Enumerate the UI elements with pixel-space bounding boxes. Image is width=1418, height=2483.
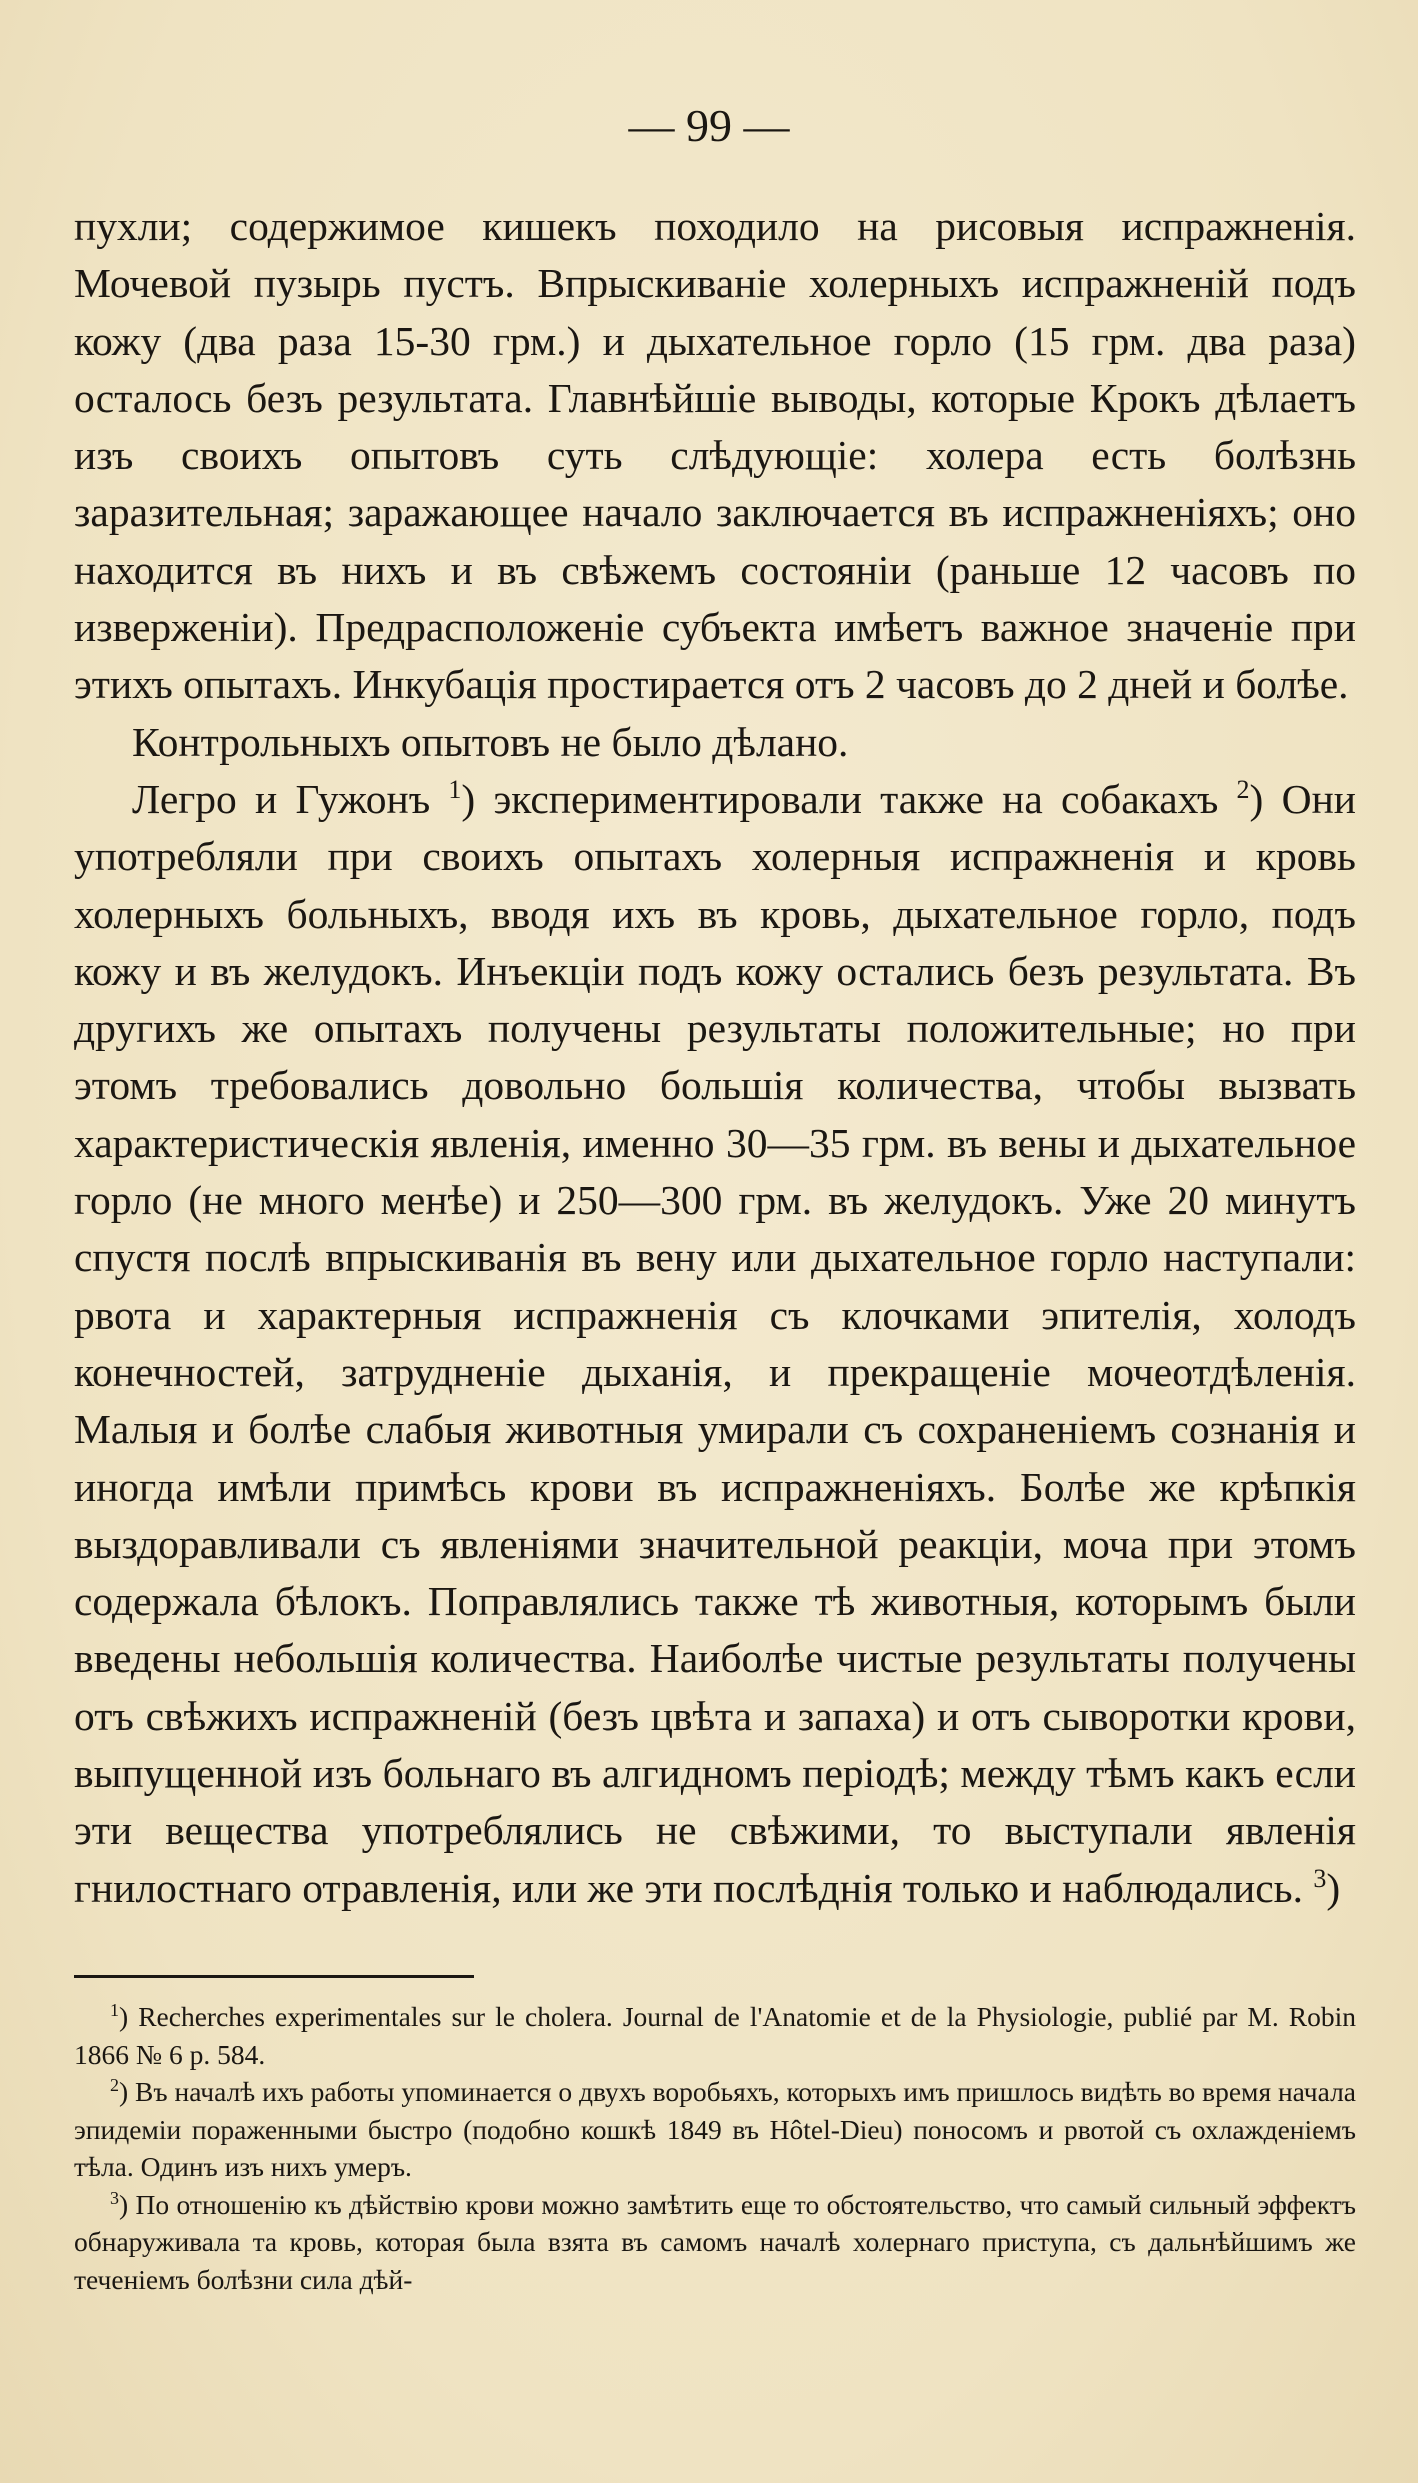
paragraph-3-part-d: ): [1326, 1864, 1341, 1911]
footnote-mark-3: 3: [110, 2187, 119, 2208]
footnote-ref-1: 1: [448, 775, 462, 805]
paragraph-2: Контрольныхъ опытовъ не было дѣлано.: [132, 718, 849, 765]
footnote-2: [74, 2073, 1356, 2186]
paragraph-3-part-b: ) экспериментировали также на собакахъ: [461, 775, 1237, 822]
footnote-ref-2: 2: [1236, 775, 1250, 805]
paragraph-3-part-c: ) Они употребляли при своихъ опытахъ холерныя испражненiя и кровь холерныхъ больныхъ, вводя ихъ въ кровь, дыхательное горло, подъ кожу и въ желудокъ. Инъекцiи подъ кожу остались безъ результата. Въ другихъ же опытахъ получены результаты положительные; но при этомъ требовались довольно большiя количества, чтобы вызвать характеристическiя явленiя, именно 30—35 грм. въ вены и дыхательное горло (не много менѣе) и 250—300 грм. въ желудокъ. Уже 20 минутъ спустя послѣ впрыскиванiя въ вену или дыхательное горло наступали: рвота и характерныя испражненiя съ клочками эпителiя, холодъ конечностей, затрудненiе дыханiя, и прекращенiе мочеотдѣленiя. Малыя и болѣе слабыя животныя умирали съ сохраненiемъ сознанiя и иногда имѣли примѣсь крови въ испражненiяхъ. Болѣе же крѣпкiя выздоравливали съ явленiями значительной реакцiи, моча при этомъ содержала бѣлокъ. Поправлялись также тѣ животныя, которымъ были введены небольшiя количества. Наиболѣе чистые результаты получены отъ свѣжихъ испражненiй (безъ цвѣта и запаха) и отъ сыворотки крови, выпущенной изъ больнаго въ алгидномъ перiодѣ; между тѣмъ какъ если эти вещества употреблялись не свѣжими, то выступали явленiя гнилостнаго отравленiя, или же эти послѣднiя только и наблюдались.: [74, 775, 1356, 1911]
footnote-mark-1: 1: [110, 1999, 119, 2020]
footnote-ref-3: 3: [1313, 1863, 1327, 1893]
footnote-text-3: ) По отношенiю къ дѣйствiю крови можно замѣтить еще то обстоятельство, что самый сильный эффектъ обнаруживала та кровь, которая была взята въ самомъ началѣ холернаго приступа, съ дальнѣйшимъ же теченiемъ болѣзни сила дѣй-: [74, 2188, 1356, 2295]
footnote-separator: [74, 1975, 474, 1978]
paragraph-1: пухли; содержимое кишекъ походило на рисовыя испражненія. Мочевой пузырь пустъ. Впрыскиванiе холерныхъ испражненій подъ кожу (два раза 15-30 грм.) и дыхательное горло (15 грм. два раза) осталось безъ результата. Главнѣйшiе выводы, которые Крокъ дѣлаетъ изъ своихъ опытовъ суть слѣдующiе: холера есть болѣзнь заразительная; заражающее начало заключается въ испражненiяхъ; оно находится въ нихъ и въ свѣжемъ состоянiи (раньше 12 часовъ по изверженiи). Предрасположенiе субъекта имѣетъ важное значенiе при этихъ опытахъ. Инкубацiя простирается отъ 2 часовъ до 2 дней и болѣе.: [74, 203, 1356, 708]
paragraph-3: [74, 771, 1356, 1917]
footnote-3: [74, 2186, 1356, 2299]
paragraph-3-part-a: Легро и Гужонъ: [132, 775, 449, 822]
main-text: [74, 198, 1356, 1917]
footnote-text-2: ) Въ началѣ ихъ работы упоминается о двухъ воробьяхъ, которыхъ имъ пришлось видѣть во время начала эпидемiи пораженными быстро (подобно кошкѣ 1849 въ Hôtel-Dieu) поносомъ и рвотой съ охлажденiемъ тѣла. Одинъ изъ нихъ умеръ.: [74, 2076, 1356, 2182]
footnote-mark-2: 2: [110, 2074, 119, 2095]
footnote-1: [74, 1998, 1356, 2073]
footnote-text-1: ) Recherches experimentales sur le cholera. Journal de l'Anatomie et de la Physiologie, publié par M. Robin 1866 № 6 p. 584.: [74, 2001, 1356, 2070]
footnotes: [74, 1998, 1356, 2298]
page-number: — 99 —: [628, 100, 790, 151]
